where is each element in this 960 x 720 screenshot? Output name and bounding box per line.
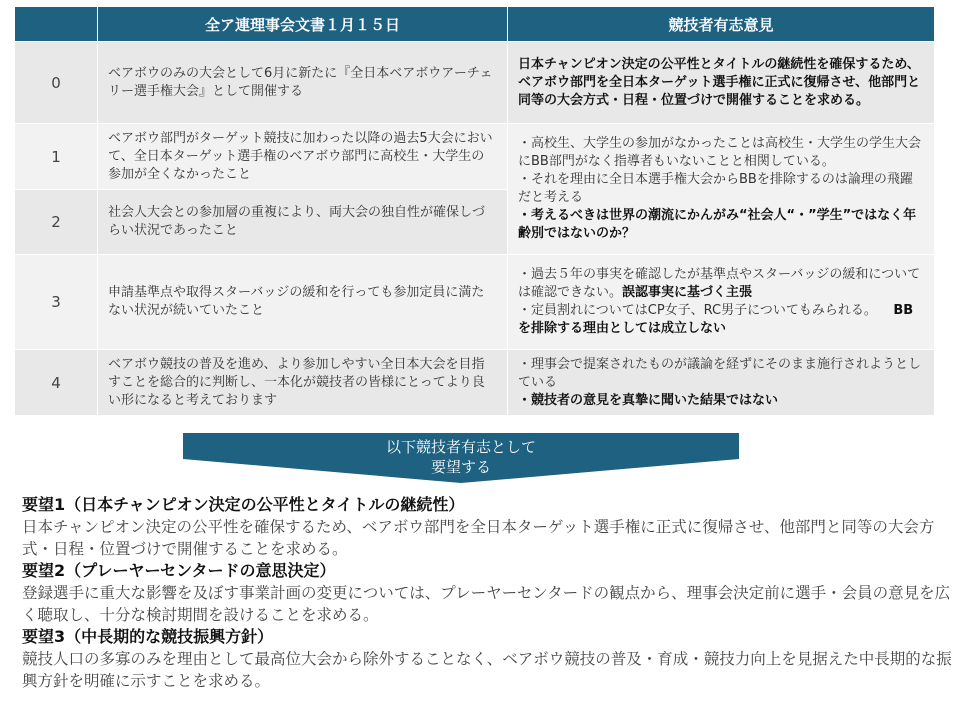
opinion-emphasis: ・考えるべきは世界の潮流にかんがみ“社会人“・”学生”ではなく年齢別ではないのか？ — [518, 208, 917, 241]
opinion-text: ・定員割れについてはCP女子、RC男子についてもみられる。 — [518, 303, 877, 318]
request-item — [22, 626, 952, 692]
table-row — [15, 124, 935, 190]
request-arrow-banner — [183, 433, 739, 483]
request-title: 要望1（日本チャンピオン決定の公平性とタイトルの継続性） — [22, 495, 465, 514]
request-body: 登録選手に重大な影響を及ぼす事業計画の変更については、プレーヤーセンタードの観点から、理事会決定前に選手・会員の意見を広く聴取し、十分な検討期間を設けることを求める。 — [22, 584, 951, 624]
board-text: ベアボウのみの大会として6月に新たに『全日本ベアボウアーチェリー選手権大会』として開催する — [98, 42, 508, 124]
header-index — [15, 7, 98, 42]
opinion-text: ・理事会で提案されたものが議論を経ずにそのまま施行されようとしている — [518, 356, 922, 390]
request-body: 競技人口の多寡のみを理由として最高位大会から除外することなく、ベアボウ競技の普及・育成・競技力向上を見据えた中長期的な振興方針を明確に示すことを求める。 — [22, 650, 952, 690]
board-text: ベアボウ競技の普及を進め、より参加しやすい全日本大会を目指すことを総合的に判断し、一本化が競技者の皆様にとってより良い形になると考えております — [98, 350, 508, 416]
header-board-document: 全ア連理事会文書１月１５日 — [98, 7, 508, 42]
table-row — [15, 42, 935, 124]
arrow-label-line: 以下競技者有志として — [385, 438, 536, 456]
table-row — [15, 255, 935, 350]
request-title: 要望2（プレーヤーセンタードの意思決定） — [22, 561, 336, 580]
header-athlete-opinion: 競技者有志意見 — [508, 7, 935, 42]
row-index: 3 — [15, 255, 98, 350]
table-row — [15, 350, 935, 416]
opinion-merged-cell — [508, 124, 935, 255]
row-index: 2 — [15, 190, 98, 255]
board-text: 申請基準点や取得スターバッジの緩和を行っても参加定員に満たない状況が続いていたこと — [98, 255, 508, 350]
opinion-emphasis: ・競技者の意見を真摯に聞いた結果ではない — [518, 392, 779, 408]
table-header-row — [15, 7, 935, 42]
opinion-emphasis: 誤認事実に基づく主張 — [622, 285, 753, 300]
opinion-text: ・高校生、大学生の参加がなかったことは高校生・大学生の学生大会にBB部門がなく指導者もいないことと相関している。 — [518, 136, 922, 169]
requests-section — [22, 494, 952, 692]
opinion-cell — [508, 350, 935, 416]
row-index: 4 — [15, 350, 98, 416]
comparison-table — [14, 6, 935, 416]
request-body: 日本チャンピオン決定の公平性を確保するため、ベアボウ部門を全日本ターゲット選手権に正式に復帰させ、他部門と同等の大会方式・日程・位置づけで開催することを求める。 — [22, 518, 935, 558]
request-item — [22, 560, 952, 626]
arrow-label-line: 要望する — [430, 458, 491, 476]
opinion-text: ・過去５年の事実を確認したが基準点やスターバッジの緩和については確認できない。 — [518, 267, 921, 300]
request-title: 要望3（中長期的な競技振興方針） — [22, 627, 274, 646]
opinion-text: 日本チャンピオン決定の公平性とタイトルの継続性を確保するため、ベアボウ部門を全日本ターゲット選手権に正式に復帰させ、他部門と同等の大会方式・日程・位置づけで開催することを求める。 — [508, 42, 935, 124]
row-index: 1 — [15, 124, 98, 190]
arrow-label — [183, 437, 739, 477]
opinion-emphasis: BBを排除する理由としては成立しない — [518, 303, 914, 336]
row-index: 0 — [15, 42, 98, 124]
opinion-text: ・それを理由に全日本選手権大会からBBを排除するのは論理の飛躍だと考える — [518, 172, 913, 205]
board-text: 社会人大会との参加層の重複により、両大会の独自性が確保しづらい状況であったこと — [98, 190, 508, 255]
board-text: ベアボウ部門がターゲット競技に加わった以降の過去5大会において、全日本ターゲット選手権のベアボウ部門に高校生・大学生の参加が全くなかったこと — [98, 124, 508, 190]
opinion-cell — [508, 255, 935, 350]
request-item — [22, 494, 952, 560]
